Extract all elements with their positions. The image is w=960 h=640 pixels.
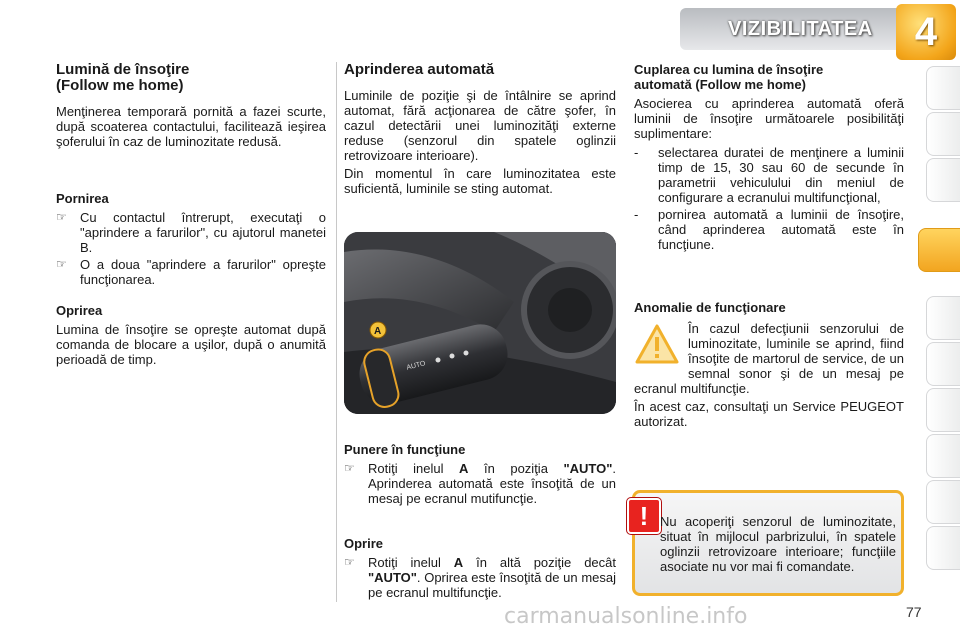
anomaly-paragraph-2: În acest caz, consultaţi un Service PEUGEOT autorizat. [634,399,904,429]
column-follow-me-home [56,62,326,367]
anomaly-section [634,300,904,429]
text-run: . Oprirea este însoţită de un mesaj pe ecranul multifuncţie. [368,570,616,600]
bullet-text: Cu contactul întrerupt, executaţi o "aprindere a farurilor", cu ajutorul manetei B. [80,210,326,255]
ring-label: A [459,461,469,476]
dash-marker: - [634,207,639,222]
bullet-text: O a doua "aprindere a farurilor" opreşte funcţionarea. [80,257,326,287]
column-automatic-lighting-steps [344,442,616,600]
auto-label: "AUTO" [563,461,613,476]
ring-label: A [453,555,464,570]
chapter-tab[interactable] [926,158,960,202]
heading-anomalie: Anomalie de funcţionare [634,300,786,315]
dash-marker: - [634,145,639,160]
heading-line: Lumină de însoţire [56,61,190,78]
column-divider [336,62,337,602]
chapter-tab[interactable] [926,296,960,340]
auto-label: "AUTO" [368,570,417,585]
column-coupling [634,62,904,252]
chapter-tab[interactable] [926,112,960,156]
auto-para-1: Luminile de poziţie şi de întâlnire se aprind automat, fără acţionarea de către şofer, în cazul detectării unei luminozităţi externe reduse (senzorul din spatele oglinzii retrovizoare interioare). [344,88,616,163]
chapter-tab[interactable] [926,342,960,386]
section-title: VIZIBILITATEA [728,18,873,40]
anomaly-paragraph: În cazul defecţiunii senzorului de luminozitate, luminile se aprind, fiind însoţite de martorul de service, de un semnal sonor şi de un mesaj pe ecranul multifuncţie. [634,321,904,396]
subheading-oprirea: Oprirea [56,303,103,318]
bullet-text [368,461,616,506]
pointing-hand-icon: ☞ [56,257,67,271]
chapter-tab[interactable] [926,388,960,432]
dash-item [634,207,904,252]
text-run: . Aprinderea automată este însoţită de un mesaj pe ecranul mutifuncţie. [368,461,616,506]
auto-position-marking: AUTO [405,360,427,372]
text-run: Rotiţi inelul [368,555,454,570]
warning-note-text: Nu acoperiţi senzorul de luminozitate, situat în mijlocul parbrizului, în spatele oglinzii retrovizoare interioare; funcţiile asociate nu vor mai fi comandate. [660,514,896,574]
subheading-punere-in-functiune: Punere în funcţiune [344,442,466,457]
dash-text: selectarea duratei de menţinere a luminii timp de 15, 30 sau 60 de secunde în parametrii vehiculului din meniul de configurare a ecranului multifuncţional, [658,145,904,205]
intro-paragraph: Menţinerea temporară pornită a fazei scurte, după scoaterea contactului, facilitează ieşirea şoferului în caz de luminozitate redusă. [56,104,326,149]
heading-aprinderea-automata: Aprinderea automată [344,61,495,78]
bullet-item [344,461,616,506]
ring-a-label: A [374,326,382,337]
lighting-stalk-illustration [344,232,616,414]
lighting-stalk-photo [344,232,616,414]
pointing-hand-icon: ☞ [56,210,67,224]
dash-item [634,145,904,205]
coupling-intro: Asocierea cu aprinderea automată oferă luminii de însoţire următoarele posibilităţi suplimentare: [634,96,904,141]
chapter-tab[interactable] [926,526,960,570]
dash-text: pornirea automată a luminii de însoţire, când aprinderea automată este în funcţiune. [658,207,904,252]
text-run: în altă poziţie decât [463,555,616,570]
chapter-tab[interactable] [926,480,960,524]
chapter-tabs [926,66,960,586]
bullet-text [368,555,616,600]
bullet-item [56,210,326,255]
text-run: Rotiţi inelul [368,461,460,476]
column-automatic-lighting [344,62,616,196]
chapter-tab-active[interactable] [918,228,960,272]
text-run: în poziţia [468,461,564,476]
chapter-number-badge: 4 [896,4,956,60]
auto-para-2: Din momentul în care luminozitatea este suficientă, luminile se sting automat. [344,166,616,196]
chapter-tab[interactable] [926,434,960,478]
bullet-item [344,555,616,600]
oprirea-paragraph: Lumina de însoţire se opreşte automat după comanda de blocare a uşilor, după o anumită perioadă de timp. [56,322,326,367]
anomaly-body [634,321,904,429]
pointing-hand-icon: ☞ [344,555,355,569]
heading-line: (Follow me home) [56,77,184,94]
page-number: 77 [906,604,922,620]
heading-line: automată (Follow me home) [634,77,806,92]
exclamation-icon: ! [627,498,661,534]
heading-line: Cuplarea cu lumina de însoţire [634,62,824,77]
heading-cuplarea [634,62,904,92]
chapter-tab[interactable] [926,66,960,110]
subheading-pornirea: Pornirea [56,191,109,206]
warning-triangle-icon [634,323,680,365]
heading-follow-me-home [56,62,326,94]
bullet-item [56,257,326,287]
pointing-hand-icon: ☞ [344,461,355,475]
subheading-oprire: Oprire [344,536,384,551]
watermark: carmanualsonline.info [504,604,748,629]
